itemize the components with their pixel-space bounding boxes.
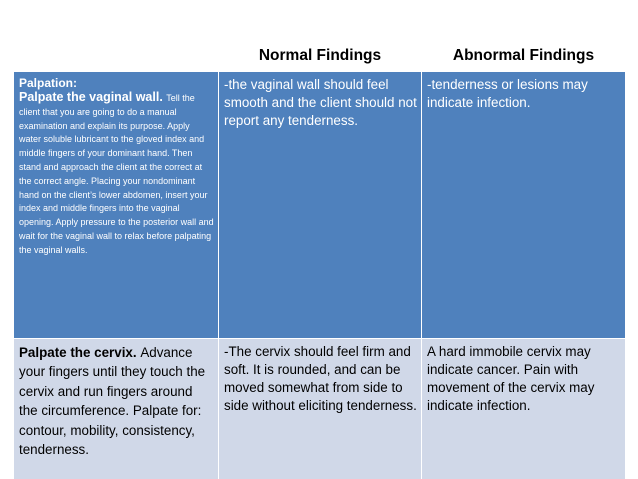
normal-finding-cell: -the vaginal wall should feel smooth and the client should not report any tenderness. (219, 72, 422, 339)
procedure-title: Palpate the vaginal wall. (19, 90, 167, 104)
normal-finding-cell: -The cervix should feel firm and soft. It is rounded, and can be moved somewhat from side to side without eliciting tenderness. (219, 339, 422, 479)
header-abnormal-findings: Abnormal Findings (422, 40, 626, 72)
header-row (14, 40, 626, 72)
table-row (14, 72, 626, 339)
procedure-title: Palpate the cervix. (19, 345, 141, 360)
section-title: Palpation: (19, 76, 78, 90)
table-row (14, 339, 626, 479)
procedure-cell (14, 72, 219, 339)
procedure-text: Advance your fingers until they touch the cervix and run fingers around the circumference. Palpate for: contour, mobility, consistency, tenderness. (19, 345, 206, 458)
header-procedure (14, 40, 219, 72)
abnormal-finding-cell: A hard immobile cervix may indicate cancer. Pain with movement of the cervix may indicate infection. (422, 339, 626, 479)
findings-table (13, 39, 626, 479)
header-normal-findings: Normal Findings (219, 40, 422, 72)
procedure-text: Tell the client that you are going to do a manual examination and explain its purpose. Apply water soluble lubricant to the gloved index and middle fingers of your dominant hand. Then stand and approach the client at the correct at the correct angle. Placing your nondominant hand on the client’s lower abdomen, insert your index and middle fingers into the vaginal opening. Apply pressure to the posterior wall and wait for the vaginal wall to relax before palpating the vaginal walls. (19, 93, 214, 255)
procedure-cell (14, 339, 219, 479)
abnormal-finding-cell: -tenderness or lesions may indicate infection. (422, 72, 626, 339)
